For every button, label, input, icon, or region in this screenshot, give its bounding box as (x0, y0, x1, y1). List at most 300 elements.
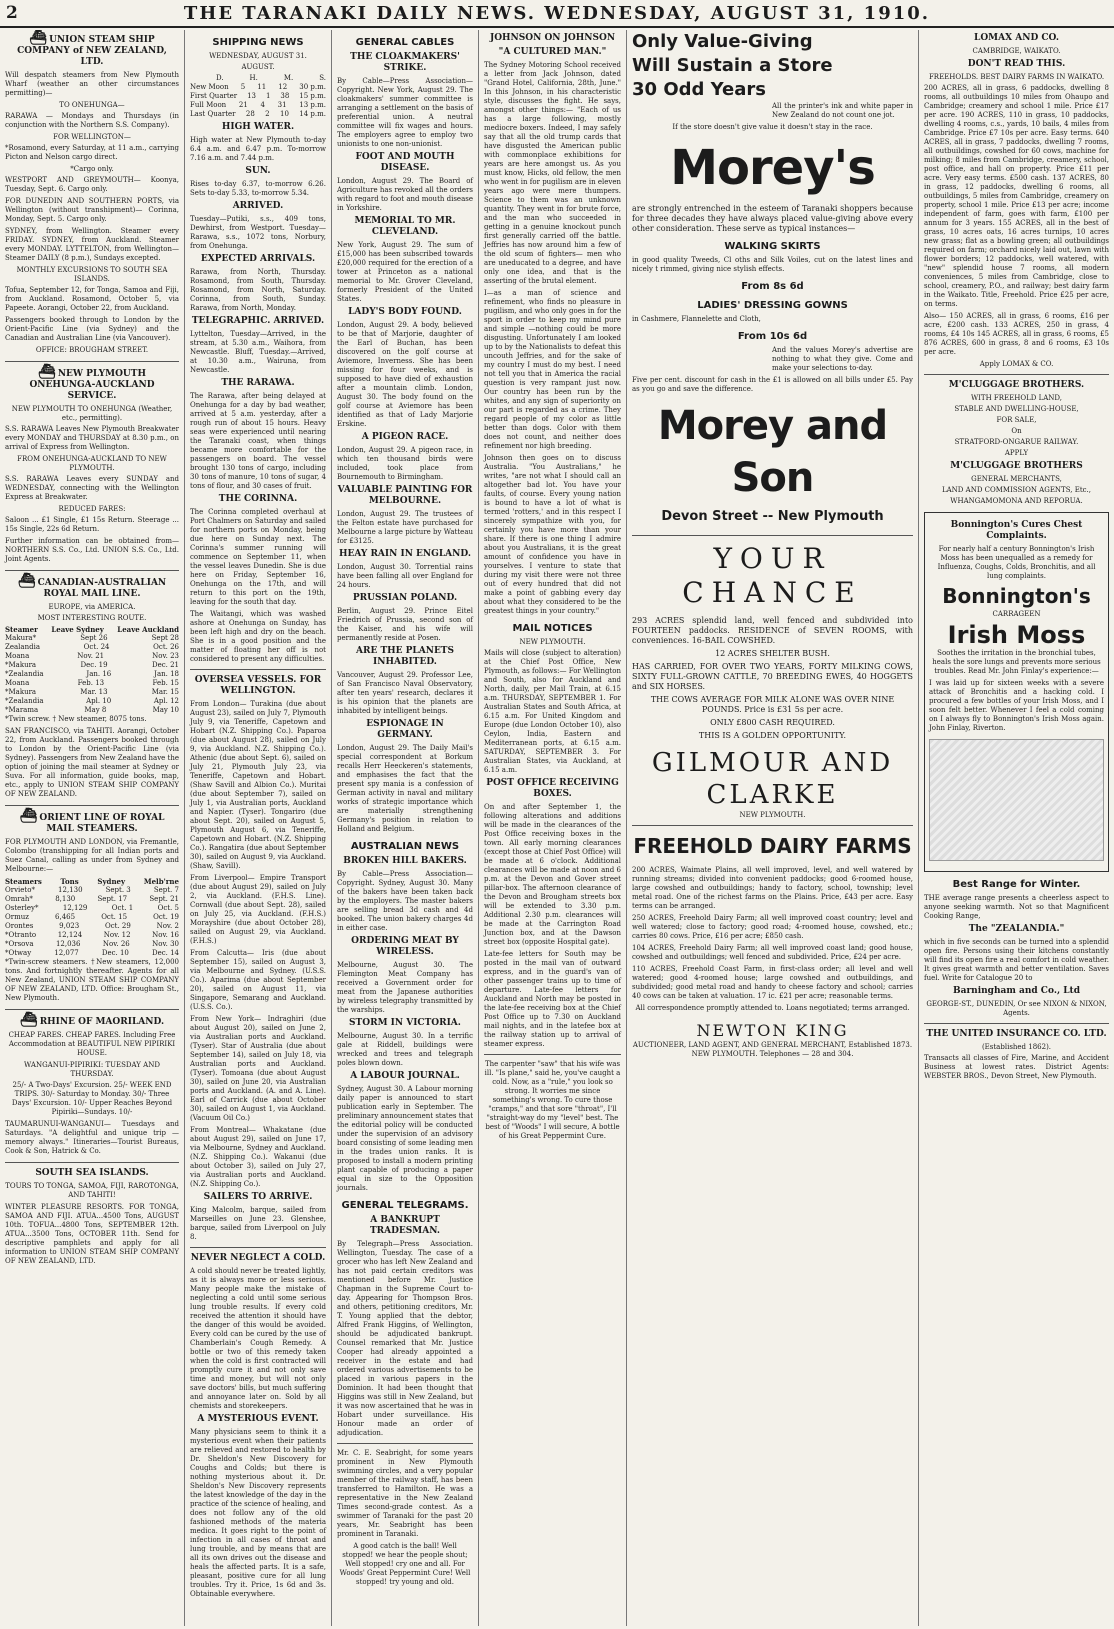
mail-text: Mails will close (subject to alteration) at the Chief Post Office, New Plymouth, as follows:— For Wellington and South, also for Auckland and North, daily, per Mail Train, at 6.15 a.m. THURSDAY, SEPTEMBER 1. For Australian States and South Africa, at 6.15 a.m. For United Kingdom and Europe (due London October 10), also Ceylon, India, Eastern and Mediterranean ports, at 6.15 a.m. SATURDAY, SEPTEMBER 3. For Australian States, via Auckland, at 6.15 a.m. (484, 649, 621, 774)
orient-cell: 6,465 (55, 913, 76, 921)
sick-bed-illustration (929, 739, 1104, 861)
mccluggage-line-4: On (1011, 427, 1022, 435)
gilmour-clarke-name: GILMOUR AND CLARKE (651, 748, 894, 810)
phase-col: M. (283, 74, 294, 82)
memorial-text: New York, August 29. The sum of £15,000 has been subscribed towards £20,000 required for the erection of a tower at Princeton as a national memorial to Mr. Grover Cleveland, formerly President of the United States. (337, 241, 473, 303)
nzp-heading: NEW PLYMOUTH ONEHUNGA-AUCKLAND SERVICE. (29, 369, 155, 401)
schedule-header (5, 625, 179, 634)
zealandia-heading: The "ZEALANDIA." (968, 924, 1065, 934)
corinna-text: The Corinna completed overhaul at Port Chalmers on Saturday and sailed for northern ports on Monday, being due here on Sunday next. The Corinna's summer running will commence on September 11, when the vessel leaves Dunedin. She is due here on Friday, September 16, Onehunga on the 17th, and will return to this port on the 19th, leaving for the south that day. (190, 508, 326, 606)
entrenched-text: are strongly entrenched in the esteem of Taranaki shoppers because for three decades they have always placed value-giving above every other consideration. These serve as typical instances— (632, 204, 913, 233)
orient-row (5, 913, 179, 922)
orient-cell: Nov. 26 (102, 940, 130, 948)
johnson-heading: JOHNSON ON JOHNSON (489, 33, 616, 43)
phase-row (190, 83, 326, 92)
orient-cell: 12,129 (62, 904, 88, 912)
schedule-cell: Jan. 18 (154, 670, 179, 678)
schedule-cell: *Makura (5, 661, 37, 669)
shelter-text: 12 ACRES SHELTER BUSH. (715, 649, 830, 658)
heat-heading: HEAY RAIN IN ENGLAND. (339, 549, 471, 559)
from-london: From London— Turakina (due about August 23), sailed on July 7, Plymouth July 9, via Teneriffe, Capetown and Hobart (N.Z. Shipping Co.). Paparoa (due about August 28), sailed on July 9, via Auckland. N.Z. Shipping Co.). Athenic (due about Sept. 6), sailed on July 21, Plymouth July 23, via Teneriffe, Capetown and Hobart. (Shaw Savill and Albion Co.). Muritai (due about September 7), sailed on July 1, via Australian ports, Auckland and Napier. (Tyser). Tongariro (due about Sept. 20), sailed on August 5, Plymouth August 6, via Teneriffe, Capetown and Hobart. (N.Z. Shipping Co.). Rangatira (due about September 30), sailed on August 9, via Auckland. (Shaw, Savill). (190, 700, 326, 870)
fmd-heading: FOOT AND MOUTH DISEASE. (355, 152, 455, 173)
poland-heading: PRUSSIAN POLAND. (352, 593, 458, 603)
espionage-heading: ESPIONAGE IN GERMANY. (366, 719, 444, 740)
orient-cell: 9,023 (59, 922, 80, 930)
schedule-cell: Mar. 13 (80, 688, 108, 696)
high-water-text: High water at New Plymouth to-day 6.4 a.m. and 6.47 p.m. To-morrow 7.16 a.m. and 7.44 p.m. (190, 136, 326, 162)
planets-heading: ARE THE PLANETS INHABITED. (355, 646, 454, 667)
johnson-text-3: Johnson then goes on to discuss Australia. "You Australians," he writes, "are not what I should call an altogether bad lot. You have your faults, of course. Every young nation is bound to have a lot of what is termed 'rotters,' and in this respect I sincerely sympathize with you, for certainly you have more than your share. If there is one thing I admire about you Australians, it is the great amount of confidence you have in yourselves. I venture to state that during my visit there were not three out of every hundred that did not make a point of gabbing every day about what they considered to be the greatest things in your country." (484, 454, 621, 615)
schedule-row (5, 643, 179, 652)
cold-heading: NEVER NEGLECT A COLD. (190, 1253, 326, 1263)
orient-cell: Sept. 17 (97, 895, 128, 903)
schedule-col: Leave Auckland (117, 625, 179, 634)
your-chance-heading: YOUR CHANCE (682, 542, 863, 609)
wellington-body: *Rosamond, every Saturday, at 11 a.m., carrying Picton and Nelson cargo direct. (5, 144, 179, 161)
from-liverpool: From Liverpool— Empire Transport (due about August 29), sailed on July 2, via Auckland. (F.H.S. Line). Cornwall (due about Sept. 28), sailed on July 25, via Auckland. (F.H.S.) Morayshire (due about October 28), sailed on August 29, via Auckland. (F.H.S.) (190, 874, 326, 945)
heat-text: London, August 30. Torrential rains have been falling all over England for 24 hours. (337, 563, 473, 589)
orient-cell: 8,130 (55, 895, 76, 903)
orient-cell: *Otway (5, 949, 32, 957)
phase-cell: 38 (280, 92, 290, 100)
golden-opportunity: THIS IS A GOLDEN OPPORTUNITY. (698, 731, 847, 740)
orient-cell: Oct. 19 (153, 913, 179, 921)
from-calcutta: From Calcutta— Iris (due about September 15), sailed on August 3, via Melbourne and Sydney. (U.S.S. Co.). Aparima (due about September 20), sailed on August 11, via Singapore, Semarang and Auckland. (U.S.S. Co.). (190, 949, 326, 1011)
acres-293: 293 ACRES splendid land, well fenced and subdivided into FOURTEEN paddocks. RESIDENCE of SEVEN ROOMS, with conveniences. 16-BAIL COWSHED. (632, 616, 913, 645)
orient-col: Tons (60, 877, 79, 886)
orient-cell: Nov. 30 (152, 940, 179, 948)
orient-cell: Orvieto* (5, 886, 35, 894)
orient-row (5, 886, 179, 895)
waitangi-text: The Waitangi, which was washed ashore at Onehunga on Sunday, has been left high and dry on the beach. She is in a good position and the matter of floating her off is not considered to present any difficulties. (190, 610, 326, 663)
phase-cell: 14 p.m. (299, 110, 326, 118)
barningham-name: Barningham and Co., Ltd (953, 986, 1080, 996)
orient-heading: ORIENT LINE OF ROYAL MAIL STEAMERS. (39, 813, 165, 834)
late-fee-text: Late-fee letters for South may be posted in the mail van of outward express, and in the guard's van of other passenger trains up to time of departure. Late-fee letters for Auckland and North may be posted in the late-fee receiving box at the Chief Post Office up to 7.30 on Auckland mail nights, and in the latefee box at the railway station up to arrival of steamer express. (484, 950, 621, 1048)
morey-address: Devon Street -- New Plymouth (661, 509, 884, 524)
winter-text: THE average range presents a cheerless aspect to anyone seeking warmth. Not so that Magnificent Cooking Range, (924, 894, 1109, 920)
orient-cell: Orontes (5, 922, 34, 930)
month: AUGUST. (241, 63, 275, 71)
orient-cell: Oct. 29 (104, 922, 131, 930)
canadian-heading: CANADIAN-AUSTRALIAN ROYAL MAIL LINE. (37, 578, 167, 599)
farm-110: 110 ACRES, Freehold Coast Farm, in first-class order; all level and well watered; good 4-roomed house; large cowshed and outbuildings, and subdivided; good metal road and handy to cheese factory and school; carries 40 cows can be taken at valuation. 17 ic. £21 per acre; reasonable terms. (632, 965, 913, 1000)
johnson-text-2: I—as a man of science and refinement, who finds no pleasure in pugilism, and who only goes in for the sport in order to keep my mind pure and simple —nothing could be more disgusting. Unfortunately I am looked up to by the Nationalists to defeat this uncouth Jeffries, and for the sake of my country I must do my best. I need not tell you that in America the racial question is very rampant just now. Our country has been run by the whites, and any sign of superiority on our part is regarded as a crime. They regard people of my color as little better than dogs. Color with them does not count, and neither does refinement nor high breeding. (484, 289, 621, 450)
farm-250: 250 ACRES, Freehold Dairy Farm; all well improved coast country; level and well watered; close to factory; good road; 4-roomed house, cowshed, etc.; carries 80 cows. Price, £16 per acre; £850 cash. (632, 914, 913, 940)
lady-text: London, August 29. A body, believed to be that of Marjorie, daughter of the Earl of Buchan, has been discovered on the golf course at Aviemore, Inverness. She has been missing for four weeks, and is supposed to have died of exhaustion after a mountain climb. London, August 30. The body found on the golf course at Aviemore has been identified as that of Lady Marjorie Erskine. (337, 321, 473, 428)
orient-cell: Nov. 16 (152, 931, 179, 939)
rarawa-back: S.S. RARAWA Leaves every SUNDAY and WEDNESDAY, connecting with the Wellington Express at Breakwater. (5, 475, 179, 501)
phase-cell: 13 (247, 92, 257, 100)
irish-moss: Irish Moss (947, 621, 1086, 649)
strike-heading: THE CLOAKMAKERS' STRIKE. (350, 52, 460, 73)
finlay-text: I was laid up for sixteen weeks with a severe attack of Bronchitis and a hacking cold. I procured a few bottles of your Irish Moss, and I soon felt better. Whenever I feel a cold coming on I always fly to Bonnington's Irish Moss again. John Finlay, Riverton. (929, 679, 1104, 732)
wireless-heading: ORDERING MEAT BY WIRELESS. (351, 936, 459, 957)
phase-col: D. (215, 74, 224, 82)
schedule-cell: Makura* (5, 634, 37, 642)
column-shipping-ads (0, 30, 185, 1626)
skirts-text: in good quality Tweeds, Cl oths and Silk Voiles, cut on the latest lines and nicely t rimmed, giving nice stylish effects. (632, 256, 913, 273)
gowns-heading: LADIES' DRESSING GOWNS (697, 300, 848, 311)
schedule-cell: Apl. 10 (86, 697, 112, 705)
further-info: Further information can be obtained from— NORTHERN S.S. Co., Ltd. UNION S.S. Co., Ltd. Joint Agents. (5, 537, 179, 563)
cables-heading: GENERAL CABLES (355, 37, 455, 48)
steamship-icon: ⛴ (38, 364, 56, 380)
orient-cell: 12,077 (54, 949, 79, 957)
schedule-cell: Apl. 12 (153, 697, 179, 705)
phase-cell: 10 (280, 110, 289, 118)
schedule-table (5, 634, 179, 715)
orient-col: Sydney (97, 877, 126, 886)
rhine-ad (5, 1012, 179, 1156)
office-text: OFFICE: BROUGHAM STREET. (35, 346, 149, 354)
phase-row (190, 101, 326, 110)
orient-row (5, 940, 179, 949)
rarawa-text: The Rarawa, after being delayed at Onehunga for a day by bad weather, arrived at 5 a.m. yesterday, after a rough run of about 15 hours. Heavy seas were experienced until nearing the Taranaki coast, when things became more comfortable for the passengers on board. The vessel brought 130 tons of cargo, including 30 tons of manure, 10 tons of sugar, 4 tons of flour, and 30 cases of fruit. (190, 392, 326, 490)
column-general-cables (332, 30, 479, 1626)
espionage-text: London, August 29. The Daily Mail's special correspondent at Borkum recalls Herr Heeckeren's statements, and emphasises the fact that the present spy mania is a confession of German activity in naval and military works of strategic importance which are materially strengthening Germany's position in relation to Holland and Belgium. (337, 744, 473, 833)
page-number: 2 (6, 3, 18, 23)
nzp-sub: NEW PLYMOUTH TO ONEHUNGA (Weather, etc., permitting). (11, 405, 173, 422)
schedule-cell: *Marama (5, 706, 39, 714)
usco-heading: UNION STEAM SHIP COMPANY of NEW ZEALAND, LTD. (17, 35, 167, 67)
south-sea-text: TOURS TO TONGA, SAMOA, FIJI, RAROTONGA, AND TAHITI! (5, 1182, 179, 1199)
masthead (0, 0, 1114, 28)
orient-row (5, 931, 179, 940)
phase-cell: 13 p.m. (299, 101, 326, 109)
mccluggage-line-3: FOR SALE, (996, 416, 1037, 424)
slogan-line-3: 30 Odd Years (632, 79, 766, 100)
steamship-icon: ⛴ (29, 30, 48, 46)
orient-row (5, 949, 179, 958)
schedule-row (5, 634, 179, 643)
column-morey-ads (627, 30, 919, 1626)
telegraphic-heading: TELEGRAPHIC. ARRIVED. (191, 316, 325, 326)
schedule-cell: Moana (5, 652, 30, 660)
phase-cell: Full Moon (190, 101, 227, 109)
schedule-cell: Dec. 21 (151, 661, 179, 669)
bakers-heading: BROKEN HILL BAKERS. (343, 856, 467, 866)
cold-text: A cold should never be treated lightly, as it is always more or less serious. Many people make the mistake of neglecting a cold until some serious lung trouble results. If every cold received the attention it should have the danger of this would be avoided. Every cold can be cured by the use of Chamberlain's Cough Remedy. A bottle or two of this remedy taken when the cold is first contracted will promptly cure it and not only save time and money, but will not only save doctors' bills, but much suffering and annoyance later on. Sold by all chemists and storekeepers. (190, 1267, 326, 1410)
cheap-fares: CHEAP FARES. CHEAP FARES. Including Free Accommodation at BEAUTIFUL NEW PIPIRIKI HOUSE. (8, 1031, 176, 1057)
usco-intro: Will despatch steamers from New Plymouth Wharf (weather an other circumstances permitting)— (5, 71, 179, 97)
orient-cell: Oct. 15 (101, 913, 128, 921)
phase-header (190, 74, 326, 83)
carried-text: HAS CARRIED, FOR OVER TWO YEARS, FORTY MILKING COWS, SIXTY FULL-GROWN CATTLE, 70 BREEDING EWES, 40 HOGGETS and SIX HORSES. (632, 662, 913, 691)
phase-cell: 21 (238, 101, 248, 109)
orient-header (5, 877, 179, 886)
phase-cell: 5 (240, 83, 246, 91)
moreys-logo: Morey's (670, 140, 875, 196)
schedule-cell: Oct. 24 (83, 643, 110, 651)
lomax-heading: LOMAX AND CO. (974, 33, 1059, 43)
if-store-text: If the store doesn't give value it doesn't stay in the race. (672, 123, 873, 131)
interesting-route: MOST INTERESTING ROUTE. (37, 614, 147, 622)
schedule-row (5, 679, 179, 688)
phase-cell: 1 (265, 92, 271, 100)
schedule-row (5, 652, 179, 661)
orient-col: Steamers (5, 877, 42, 886)
moon-phase-table (190, 83, 326, 119)
orient-cell: Osterley* (5, 904, 39, 912)
boxes-heading: POST OFFICE RECEIVING BOXES. (486, 778, 619, 799)
twin-note: *Twin screw. † New steamer, 8075 tons. (5, 715, 147, 723)
orient-cell: Dec. 14 (151, 949, 179, 957)
average-text: THE COWS AVERAGE FOR MILK ALONE WAS OVER NINE POUNDS. Price is £31 5s per acre. (650, 695, 895, 714)
orient-cell: 12,036 (55, 940, 81, 948)
orient-cell: *Otranto (5, 931, 37, 939)
fares-text: Saloon ... £1 Single, £1 15s Return. Steerage ... 15s Single, 22s 6d Return. (5, 516, 179, 533)
passengers-text: Passengers booked through to London by the Orient-Pacific Line (via Sydney) and the Canadian and Australian Line (via Vancouver). (5, 316, 179, 342)
orient-cell: Sept. 3 (105, 886, 131, 894)
cash-required: ONLY £800 CASH REQUIRED. (710, 718, 835, 727)
south-sea-heading: SOUTH SEA ISLANDS. (35, 1168, 149, 1178)
schedule-cell: Feb. 15 (152, 679, 179, 687)
orient-cell: Ormuz (5, 913, 29, 921)
tofua-text: Tofua, September 12, for Tonga, Samoa and Fiji, from Auckland. Rosamond, October 5, via Papeete. Aorangi, October 22, from Auckland. (5, 286, 179, 312)
schedule-col: Leave Sydney (51, 625, 104, 634)
arrived-text: Tuesday—Putiki, s.s., 409 tons, Dewhirst, from Westport. Tuesday—Rarawa, s.s., 1072 tons, Norbury, from Onehunga. (190, 215, 326, 250)
australian-news-heading: AUSTRALIAN NEWS (350, 841, 460, 852)
strike-text: By Cable—Press Association—Copyright. New York, August 29. The cloakmakers' summer committee is arranging a settlement on the basis of preferential union. A neutral committee will fix wages and hours. The employers agree to employ two unionists to one non-unionist. (337, 77, 473, 148)
soothes-text: Soothes the irritation in the bronchial tubes, heals the sore lungs and prevents more serious troubles. Read Mr. John Finlay's experience:— (932, 649, 1101, 675)
taumarunui-text: TAUMARUNUI-WANGANUI— Tuesdays and Saturdays. "A delightful and unique trip — memory always." Itineraries—Tourist Bureaus, Cook & Son, Hatrick & Co. (5, 1120, 179, 1155)
schedule-cell: Oct. 26 (153, 643, 179, 651)
phase-cell: 11 (257, 83, 267, 91)
painting-text: London, August 29. The trustees of the Felton estate have purchased for Melbourne a large picture by Watteau for £3125. (337, 510, 473, 545)
sf-text: SAN FRANCISCO, via TAHITI. Aorangi, October 22, from Auckland. Passengers booked through to London by the Orient-Pacific Line (via Sydney). Passengers from New Zealand have the option of joining the mail steamer at Sydney or Suva. For all information, guide books, map, etc., apply to UNION STEAM SHIP COMPANY OF NEW ZEALAND. (5, 727, 179, 798)
winter-resorts: WINTER PLEASURE RESORTS. FOR TONGA, SAMOA AND FIJI. ATUA...4500 Tons, AUGUST 10th. TOFUA...4800 Tons, SEPTEMBER 12th. ATUA...3500 Tons, OCTOBER 11th. Send for descriptive pamphlets and apply for all information to UNION STEAM SHIP COMPANY OF NEW ZEALAND, LTD. (5, 1203, 179, 1265)
from-montreal: From Montreal— Whakatane (due about August 29), sailed on June 17, via Melbourne, Sydney and Auckland. (N.Z. Shipping Co.). Wakanui (due about October 3), sailed on July 27, via Australian ports and Auckland. (N.Z. Shipping Co.). (190, 1126, 326, 1188)
orient-cell: 12,130 (58, 886, 83, 894)
schedule-col: Steamer (5, 625, 38, 634)
zealandia-text: which in five seconds can be turned into a splendid open fire. Persons using their kitchens constantly will find its open fire a real comfort in cold weather. It gives great warmth and better ventilation. Saves fuel. Write for Catalogue 20 to (924, 938, 1109, 982)
phase-cell: 4 (260, 101, 265, 109)
orient-row (5, 895, 179, 904)
sailers-text: King Malcolm, barque, sailed from Marseilles on June 23. Glenshee, barque, sailed from Liverpool on July 8. (190, 1206, 326, 1241)
high-water-heading: HIGH WATER. (221, 122, 295, 132)
onehunga-service-ad (5, 364, 179, 564)
expected-text: Rarawa, from North, Thursday. Rosamond, from South, Thursday. Rosamond, from North, Saturday. Corinna, from South, Sunday. Rarawa, from North, Monday. (190, 268, 326, 312)
wanganui-text: WANGANUI-PIPIRIKI: TUESDAY AND THURSDAY. (24, 1061, 160, 1078)
sailers-heading: SAILERS TO ARRIVE. (203, 1192, 313, 1202)
column-shipping-news (185, 30, 332, 1626)
orient-cell: Oct. 1 (111, 904, 134, 912)
skirts-heading: WALKING SKIRTS (724, 241, 821, 252)
schedule-row (5, 688, 179, 697)
orient-cell: Nov. 12 (103, 931, 131, 939)
south-sea-ad (5, 1168, 179, 1266)
seabright-text: Mr. C. E. Seabright, for some years prominent in New Plymouth swimming circles, and a very popular member of the railway staff, has been transferred to Hamilton. He was a representative in the New Zealand Times second-grade contest. As a swimmer of Taranaki for the past 20 years, Mr. Seabright has been prominent in Taranaki. (337, 1449, 473, 1538)
gowns-text: in Cashmere, Flannelette and Cloth, (632, 315, 761, 323)
orient-foot: *Twin-screw steamers. †New steamers, 12,000 tons. And fortnightly thereafter. Agents for all New Zealand, UNION STEAM SHIP COMPANY OF NEW ZEALAND, LTD. Office: Brougham St., New Plymouth. (5, 958, 179, 1002)
memorial-heading: MEMORIAL TO MR. CLEVELAND. (354, 216, 456, 237)
catch-verse: A good catch is the ball! Well stopped! we hear the people shout; Well stopped! cry one and all. For Woods' Great Peppermint Cure! Well stopped! try young and old. (339, 1542, 471, 1586)
lady-heading: LADY'S BODY FOUND. (348, 307, 462, 317)
phase-row (190, 110, 326, 119)
slogan-line-1: Only Value-Giving (632, 31, 813, 52)
carpenter-verse: The carpenter "saw" that his wife was ill. "Is plane," said he, you've caught a cold. Now, as a "rule," you look so strong. It worries me since something's wrong. To cure those "cramps," and that sore "throat", I'll "straight-way do my "level" best. The best of "Woods" I will secure, A bottle of his Great Peppermint Cure. (484, 1060, 621, 1140)
labour-heading: A LABOUR JOURNAL. (350, 1071, 460, 1081)
schedule-row (5, 706, 179, 715)
poland-text: Berlin, August 29. Prince Eitel Friedrich of Prussia, second son of the Kaiser, and his wife will permanently reside at Posen. (337, 607, 473, 642)
schedule-cell: Moana (5, 679, 30, 687)
wireless-text: Melbourne, August 30. The Flemington Meat Company has received a Government order for meat from the Japanese authorities by wireless telegraphy transmitted by the warships. (337, 961, 473, 1014)
from-newyork: From New York— Indraghiri (due about August 20), sailed on June 2, via Australian ports and Auckland. (Tyser). Star of Australia (due about September 14), sailed on July 18, via Australian ports and Auckland. (Tyser). Tomoana (due about August 30), sailed on June 20, via Australian ports and Auckland. (A. and A. Line). Earl of Carrick (due about October 30), sailed on August 1, via Auckland. (Vacuum Oil Co.) (190, 1015, 326, 1122)
mccluggage-heading-2: M'CLUGGAGE BROTHERS (950, 461, 1083, 471)
cargo-only-note: *Cargo only. (70, 165, 114, 173)
orient-cell: *Orsova (5, 940, 34, 948)
discount-text: Five per cent. discount for cash in the £1 is allowed on all bills under £5. Pay as you go and save the difference. (632, 376, 913, 393)
canadian-sub: EUROPE, via AMERICA. (48, 603, 136, 611)
storm-heading: STORM IN VICTORIA. (349, 1018, 461, 1028)
mccluggage-apply: APPLY (1004, 449, 1029, 457)
expected-heading: EXPECTED ARRIVALS. (200, 254, 316, 264)
gilmour-town: NEW PLYMOUTH. (739, 811, 806, 819)
mccluggage-line-5: STRATFORD-ONGARUE RAILWAY. (954, 438, 1079, 446)
schedule-cell: *Makura (5, 688, 37, 696)
established-text: (Established 1862). (981, 1043, 1052, 1051)
fares-heading: REDUCED FARES: (58, 505, 126, 513)
schedule-cell: Nov. 21 (77, 652, 105, 660)
bonningtons-ad (924, 512, 1109, 872)
steamship-icon: ⛴ (19, 1012, 38, 1028)
phase-cell: 2 (265, 110, 270, 118)
schedule-cell: May 8 (84, 706, 107, 714)
orient-table (5, 886, 179, 958)
phase-row (190, 92, 326, 101)
monthly-excursions: MONTHLY EXCURSIONS TO SOUTH SEA ISLANDS. (16, 266, 168, 283)
mccluggage-line-7: LAND AND COMMISSION AGENTS, Etc., (941, 486, 1092, 494)
schedule-cell: May 10 (152, 706, 179, 714)
oversea-heading: OVERSEA VESSELS. FOR WELLINGTON. (194, 675, 322, 696)
schedule-cell: Dec. 19 (80, 661, 108, 669)
dont-read-heading: DON'T READ THIS. (967, 59, 1066, 69)
sydney-text: SYDNEY, from Wellington. Steamer every FRIDAY. SYDNEY, from Auckland. Steamer every MONDAY. LYTTELTON, from Wellington— Steamer DAILY (8 p.m.), Sundays excepted. (5, 227, 179, 262)
column-johnson-mail (479, 30, 627, 1626)
schedule-cell: *Zealandia (5, 670, 44, 678)
pigeon-text: London, August 29. A pigeon race, in which ten thousand birds were included, took place from Bournemouth to Birmingham. (337, 446, 473, 481)
winter-heading: Best Range for Winter. (952, 879, 1081, 890)
boxes-text: On and after September 1, the following alterations and additions will be made in the clearances of the Post Office receiving boxes in the town. All early morning clearances (except those at Chief Post Office) will be made at 6 o'clock. Additional clearances will be made at noon and 6 p.m. at the Devon and Gover street pillar-box. The afternoon clearance of the Devon and Brougham streets box will be extended to 3.30 p.m. Additional 2.30 p.m. clearances will be made at the Carrington Road Junction box, and at the Dawson street box (opposite Hospital gate). (484, 803, 621, 946)
phase-col: H. (249, 74, 258, 82)
skirts-price: From 8s 6d (741, 281, 804, 292)
arrived-heading: ARRIVED. (232, 201, 284, 211)
union-steam-ship-ad (5, 30, 179, 355)
johnson-text-1: The Sydney Motoring School received a letter from Jack Johnson, dated "Grand Hotel, California, 28th, June." In this Johnson, in his characteristic style, discusses the fight. He says, amongst other things:— "Each of us has a large following, mostly mediocre boxers. Indeed, I may safely say that all the old trump cards that have disgusted the American public with commonplace exhibitions for years are here amongst us. As you must know, Hicks, old fellow, the men who went in for pugilism are in eleven years ago were mere thumpers. Science to them was an unknown quantity. They went in for brute force, and the man who succeeded in getting in a genuine knockout punch first generally carried off the battle. Jeffries has now around him a few of the old scum of fighters— men who are uneducated to a degree, and have only one idea, and that is the asserting of the brutal element. (484, 61, 621, 285)
united-insurance-heading: THE UNITED INSURANCE CO. LTD. (926, 1029, 1107, 1039)
mccluggage-line-2: STABLE AND DWELLING-HOUSE, (954, 405, 1079, 413)
bonningtons-heading: Bonnington's Cures Chest Complaints. (950, 520, 1083, 541)
schedule-cell: Sept 26 (80, 634, 108, 642)
schedule-cell: Jan. 16 (86, 670, 112, 678)
lomax-location: CAMBRIDGE, WAIKATO. (972, 47, 1061, 55)
mccluggage-line-1: WITH FREEHOLD LAND, (970, 394, 1063, 402)
orient-row (5, 904, 179, 913)
trips-text: 25/- A Two-Days' Excursion. 25/- WEEK END TRIPS. 30/- Saturday to Monday. 30/- Three Days' Excursion. 10/- Upper Reaches Beyond Pipiriki—Sundays. 10/- (11, 1081, 173, 1116)
lomax-also: Also— 150 ACRES, all in grass, 6 rooms, £16 per acre, £200 cash. 133 ACRES, 250 in grass, 4 rooms, £4 10s 145 ACRES, all in grass, 6 rooms, £5 876 ACRES, 600 in grass, 8 and 6 rooms, £3 10s per acre. (924, 312, 1109, 356)
dunedin-text: FOR DUNEDIN AND SOUTHERN PORTS, via Wellington (without transhipment)— Corinna, Monday, Sept. 5. Cargo only. (5, 197, 179, 223)
phase-cell: 30 p.m. (299, 83, 326, 91)
freehold-farms-heading: FREEHOLD DAIRY FARMS (633, 834, 912, 858)
bonningtons-intro: For nearly half a century Bonnington's Irish Moss has been unequalled as a remedy for Influenza, Coughs, Colds, Bronchitis, and all lung complaints. (937, 545, 1096, 580)
onehunga-body: RARAWA — Mondays and Thursdays (in conjunction with the Northern S.S. Company). (5, 112, 179, 129)
phase-cell: 12 (278, 83, 288, 91)
pigeon-heading: A PIGEON RACE. (361, 432, 449, 442)
corinna-heading: THE CORINNA. (218, 494, 298, 504)
phase-cell: First Quarter (190, 92, 238, 100)
bakers-text: By Cable—Press Association—Copyright. Sydney, August 30. Many of the bakers have been taken back by the employers. The master bakers are selling bread 3d cash and 4d booked. The union bakery charges 4d in either case. (337, 870, 473, 932)
column-land-ads (919, 30, 1114, 1626)
orient-cell: Sept. 21 (149, 895, 179, 903)
lomax-apply: Apply LOMAX & CO. (979, 360, 1054, 368)
storm-text: Melbourne, August 30. In a terrific gale at Riddell, buildings were wrecked and trees and telegraph poles blown down. (337, 1032, 473, 1067)
orient-cell: Dec. 10 (101, 949, 129, 957)
schedule-row (5, 661, 179, 670)
wellington-heading: FOR WELLINGTON— (53, 133, 131, 141)
farm-104: 104 ACRES, Freehold Dairy Farm; all well improved coast land; good house, cowshed and outbuildings; well fenced and subdivided. Price, £24 per acre. (632, 944, 913, 961)
schedule-cell: Nov. 23 (152, 652, 179, 660)
telegraphic-text: Lyttelton, Tuesday—Arrived, in the stream, at 5.30 a.m., Waihora, from Newcastle. Bluff, Tuesday.—Arrived, at 10.30 a.m., Wairuna, from Newcastle. (190, 330, 326, 374)
phase-cell: 15 p.m. (299, 92, 326, 100)
steamship-icon: ⛴ (17, 573, 36, 589)
mccluggage-line-8: WHANGAMOMONA AND REPORUA. (950, 497, 1083, 505)
correspondence-text: All correspondence promptly attended to. Loans negotiated; terms arranged. (635, 1004, 910, 1012)
barningham-address: GEORGE-ST., DUNEDIN, Or see NIXON & NIXON, Agents. (926, 1000, 1107, 1017)
mail-heading: MAIL NOTICES (512, 623, 593, 634)
morey-and-son-logo: Morey and Son (657, 403, 888, 501)
united-insurance-text: Transacts all classes of Fire, Marine, and Accident Business at lowest rates. District Agents: WEBSTER BROS., Devon Street, New Plymouth. (924, 1054, 1109, 1080)
phase-cell: 28 (245, 110, 255, 118)
schedule-cell: Zealandia (5, 643, 40, 651)
schedule-row (5, 697, 179, 706)
schedule-row (5, 670, 179, 679)
schedule-cell: Mar. 15 (151, 688, 179, 696)
gowns-price: From 10s 6d (737, 331, 808, 342)
schedule-cell: *Zealandia (5, 697, 44, 705)
shipping-heading: SHIPPING NEWS (212, 37, 304, 48)
mccluggage-heading: M'CLUGGAGE BROTHERS. (948, 380, 1085, 390)
mccluggage-line-6: GENERAL MERCHANTS, (971, 475, 1062, 483)
phase-cell: 31 (277, 101, 287, 109)
orient-cell: Omrah* (5, 895, 33, 903)
sun-heading: SUN. (245, 166, 271, 176)
from-onehunga: FROM ONEHUNGA-AUCKLAND TO NEW PLYMOUTH. (17, 455, 167, 472)
orient-line-ad (5, 808, 179, 1003)
labour-text: Sydney, August 30. A Labour morning daily paper is announced to start publication early in September. The preliminary announcement states that the editorial policy will be conducted under the supervision of an advisory board consisting of some leading men in the trades union ranks. It is proposed to install a modern printing plant capable of producing a paper equal in size to the Opposition journals. (337, 1085, 474, 1192)
planets-text: Vancouver, August 29. Professor Lee, of San Francisco Naval Observatory, after ten years' research, declares it is his opinion that the planets are inhabited by intelligent beings. (337, 671, 473, 715)
farm-200: 200 ACRES, Waimate Plains, all well improved, level, and well watered by running streams; divided into convenient paddocks; good 6-roomed house, large cowshed and outbuildings; handy to factory, school, township; level metal road. One of the richest farms on the Plains. Price, £43 per acre. Easy terms can be arranged. (632, 866, 913, 910)
schedule-cell: Feb. 13 (77, 679, 105, 687)
bankrupt-heading: A BANKRUPT TRADESMAN. (369, 1215, 441, 1236)
values-text: And the values Morey's advertise are nothing to what they give. Come and make your selections to-day. (772, 346, 913, 372)
bankrupt-text: By Telegraph—Press Association. Wellington, Tuesday. The case of a grocer who has left New Zealand and has not paid certain creditors was mentioned before Mr. Justice Chapman in the Supreme Court to-day. Appearing for Thompson Bros. and others, petitioning creditors, Mr. T. Young applied that the debtor, Alfred Frank Higgins, of Wellington, should be adjudicated bankrupt. Counsel remarked that Mr. Justice Cooper had already appointed a receiver in the estate and had ordered various advertisements to be placed in various papers in the Dominion. It had been thought that Higgins was still in New Zealand, but it was now ascertained that he was in Hobart under surveillance. His Honour made an order of adjudication. (337, 1240, 473, 1437)
orient-cell: Oct. 5 (157, 904, 179, 912)
slogan-line-2: Will Sustain a Store (632, 55, 833, 76)
mysterious-text: Many physicians seem to think it a mysterious event when their patients are relieved and restored to health by Dr. Sheldon's New Discovery for Coughs and Colds; but there is nothing mysterious about it. Dr. Sheldon's New Discovery represents the latest knowledge of the day in the practice of the science of healing, and does not follow any of the old fashioned methods of the materia medica. It goes right to the point of infection in all cases of throat and lung trouble, and by means that are all its own drives out the disease and heals the affected parts. It is a safe, pleasant, positive cure for all lung troubles. Try it. Price, 1s 6d and 3s. Obtainable everywhere. (190, 1428, 326, 1598)
rhine-heading: RHINE OF MAORILAND. (39, 1017, 165, 1027)
freeholds-text: FREEHOLDS. BEST DAIRY FARMS IN WAIKATO. (928, 73, 1105, 81)
schedule-cell: Sept 28 (151, 634, 179, 642)
carrageen-text: CARRAGEEN (992, 610, 1041, 618)
canadian-australian-ad (5, 573, 179, 799)
steamship-icon: ⛴ (19, 808, 38, 824)
bonningtons-name: Bonnington's (942, 584, 1091, 608)
phase-cell: Last Quarter (190, 110, 236, 118)
newton-king-sub: AUCTIONEER, LAND AGENT, AND GENERAL MERCHANT, Established 1873. NEW PLYMOUTH. Telephones — 28 and 304. (632, 1041, 913, 1058)
orient-row (5, 922, 179, 931)
orient-cell: Nov. 2 (156, 922, 179, 930)
